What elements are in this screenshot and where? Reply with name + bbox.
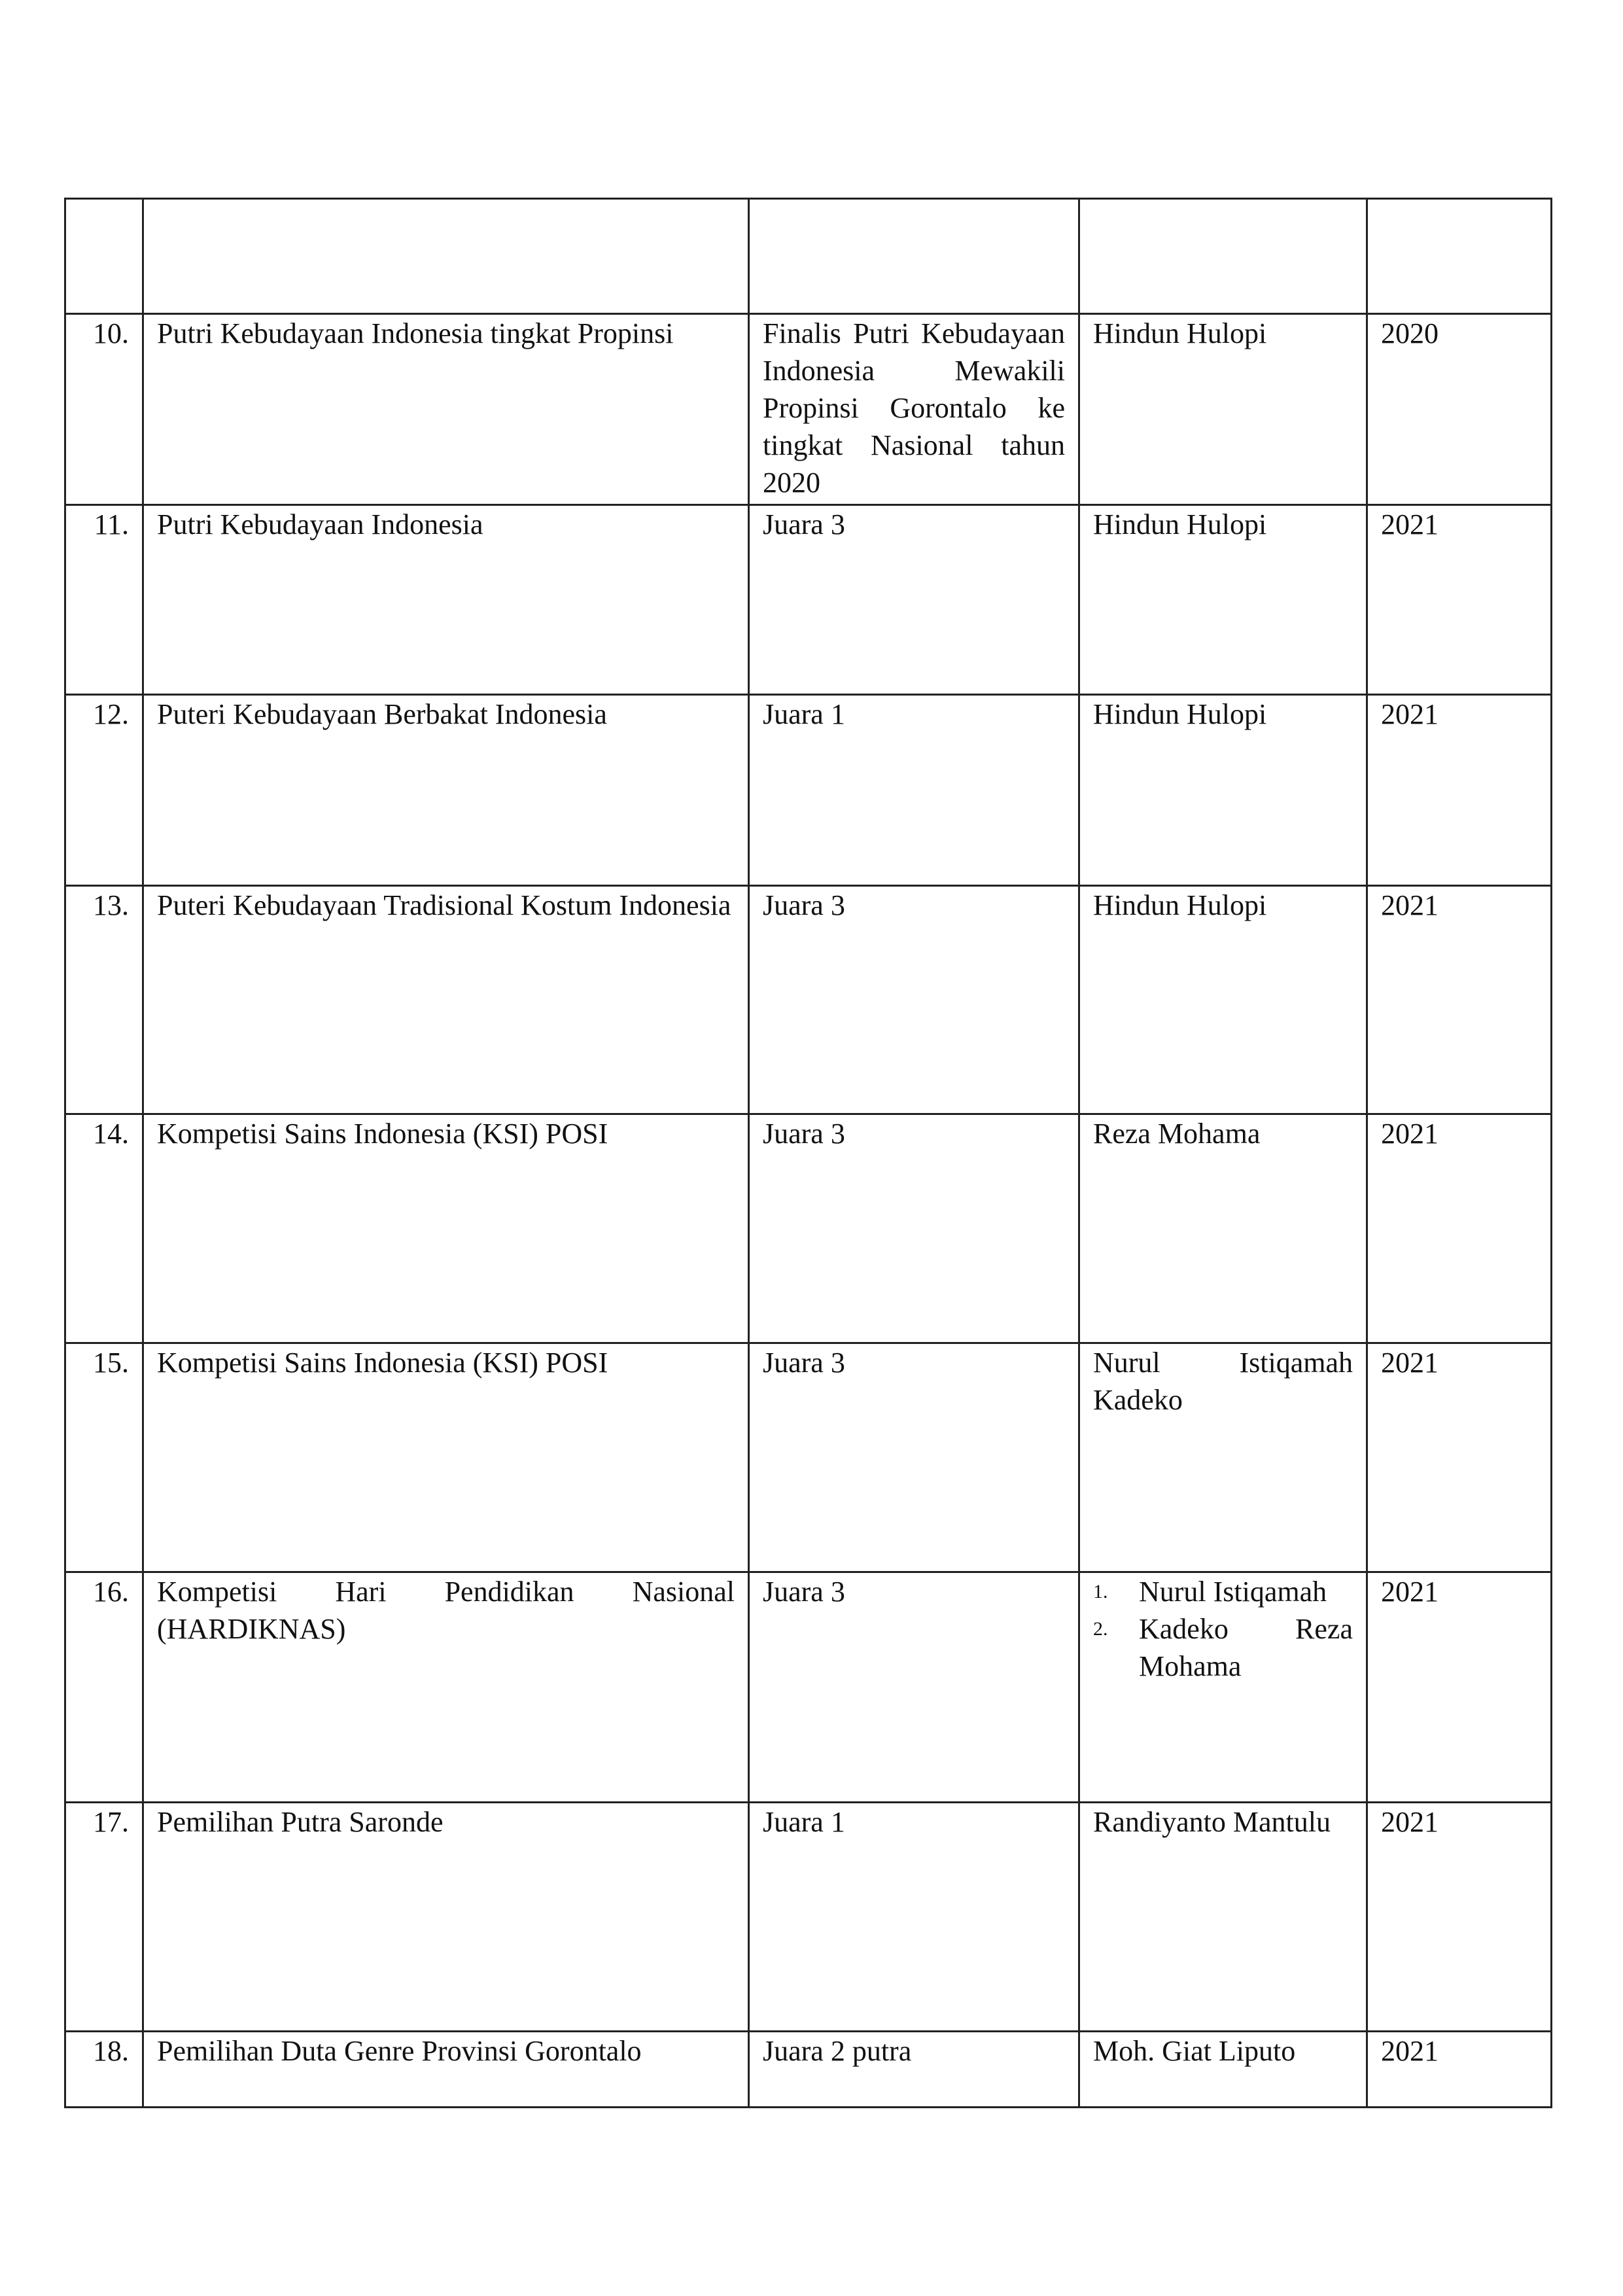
achievements-table [64,198,1552,2108]
student-cell: Moh. Giat Liputo [1079,2032,1367,2108]
table-row [65,2032,1552,2108]
list-marker: 1. [1093,1581,1108,1602]
student-cell: Hindun Hulopi [1079,314,1367,505]
rank-cell: Finalis Putri Kebudayaan Indonesia Mewakili Propinsi Gorontalo ke tingkat Nasional tahun 2020 [749,314,1079,505]
row-number-cell: 18. [65,2032,143,2108]
row-number-cell: 11. [65,505,143,695]
student-name: Nurul Istiqamah [1139,1576,1327,1608]
student-cell: Reza Mohama [1079,1114,1367,1343]
year-cell: 2021 [1367,695,1552,886]
row-number-cell: 15. [65,1343,143,1572]
rank-cell: Juara 1 [749,695,1079,886]
rank-cell: Juara 3 [749,1572,1079,1803]
table-row [65,199,1552,314]
row-number-cell: 16. [65,1572,143,1803]
student-cell: Randiyanto Mantulu [1079,1803,1367,2032]
year-cell: 2021 [1367,1114,1552,1343]
table-row [65,314,1552,505]
year-cell: 2021 [1367,1803,1552,2032]
competition-cell: Putri Kebudayaan Indonesia tingkat Propinsi [143,314,749,505]
competition-cell: Kompetisi Hari Pendidikan Nasional (HARDIKNAS) [143,1572,749,1803]
row-number-cell: 13. [65,886,143,1114]
table-row [65,886,1552,1114]
year-cell: 2021 [1367,2032,1552,2108]
student-cell [1079,1572,1367,1803]
table-row [65,1114,1552,1343]
rank-cell: Juara 3 [749,1343,1079,1572]
rank-cell [749,199,1079,314]
student-cell: Nurul Istiqamah Kadeko [1079,1343,1367,1572]
table-row [65,1803,1552,2032]
list-item [1093,1573,1353,1610]
competition-cell: Pemilihan Duta Genre Provinsi Gorontalo [143,2032,749,2108]
list-marker: 2. [1093,1618,1108,1640]
table-row [65,1343,1552,1572]
competition-cell: Kompetisi Sains Indonesia (KSI) POSI [143,1343,749,1572]
year-cell: 2021 [1367,1343,1552,1572]
year-cell [1367,199,1552,314]
row-number-cell: 12. [65,695,143,886]
row-number-cell [65,199,143,314]
rank-cell: Juara 3 [749,1114,1079,1343]
competition-cell: Pemilihan Putra Saronde [143,1803,749,2032]
student-list [1093,1573,1353,1685]
row-number-cell: 10. [65,314,143,505]
table-row [65,695,1552,886]
rank-cell: Juara 3 [749,886,1079,1114]
year-cell: 2020 [1367,314,1552,505]
competition-cell: Puteri Kebudayaan Tradisional Kostum Indonesia [143,886,749,1114]
row-number-cell: 17. [65,1803,143,2032]
table-row [65,1572,1552,1803]
student-cell [1079,199,1367,314]
competition-cell: Kompetisi Sains Indonesia (KSI) POSI [143,1114,749,1343]
list-item [1093,1610,1353,1685]
row-number-cell: 14. [65,1114,143,1343]
rank-cell: Juara 1 [749,1803,1079,2032]
year-cell: 2021 [1367,1572,1552,1803]
competition-cell: Puteri Kebudayaan Berbakat Indonesia [143,695,749,886]
student-cell: Hindun Hulopi [1079,505,1367,695]
year-cell: 2021 [1367,886,1552,1114]
competition-cell [143,199,749,314]
rank-cell: Juara 3 [749,505,1079,695]
student-cell: Hindun Hulopi [1079,695,1367,886]
table-row [65,505,1552,695]
student-cell: Hindun Hulopi [1079,886,1367,1114]
year-cell: 2021 [1367,505,1552,695]
rank-cell: Juara 2 putra [749,2032,1079,2108]
competition-cell: Putri Kebudayaan Indonesia [143,505,749,695]
student-name: Kadeko Reza Mohama [1139,1613,1353,1682]
